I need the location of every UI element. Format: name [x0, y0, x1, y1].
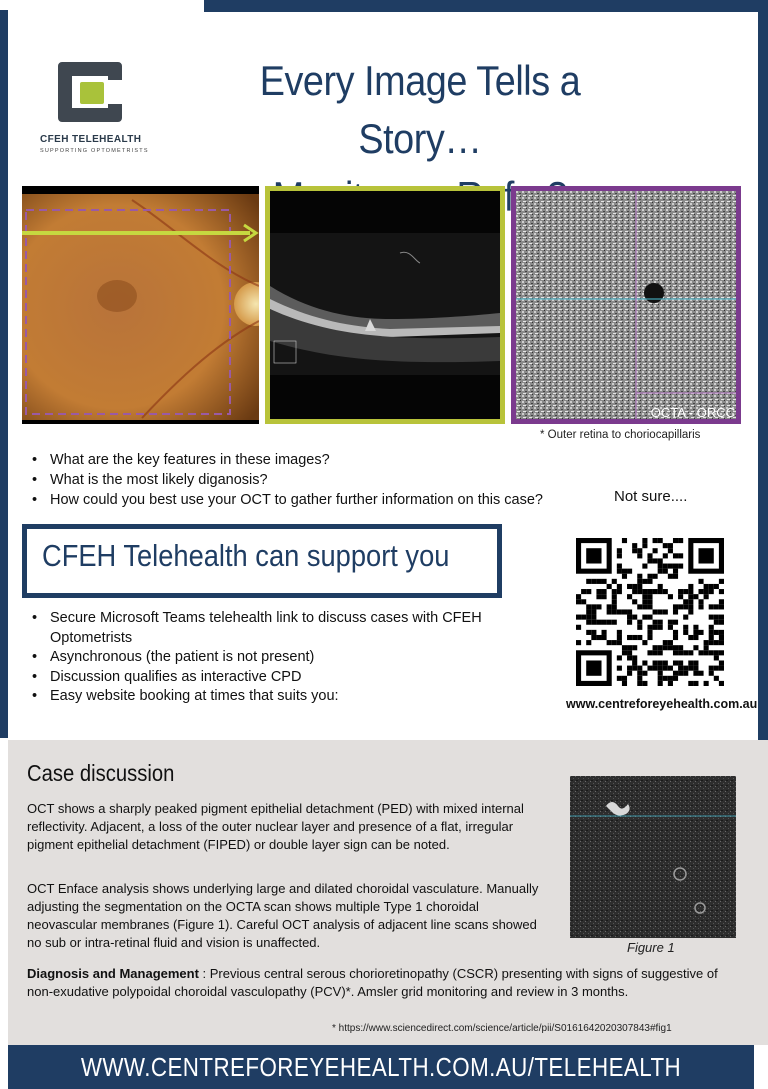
oct-bscan-image [265, 186, 505, 424]
octa-orcc-image [511, 186, 741, 424]
figure-1-caption: Figure 1 [627, 940, 675, 955]
octa-caption: * Outer retina to choriocapillaris [540, 429, 701, 441]
frame-left-bar [0, 10, 8, 738]
title-line-1: Every Image Tells a Story… [259, 57, 581, 162]
footer-bar [8, 1045, 754, 1089]
qr-url[interactable]: www.centreforeyehealth.com.au [566, 697, 758, 711]
logo-name: CFEH TELEHEALTH [40, 134, 142, 145]
diagnosis-paragraph [27, 965, 727, 1000]
support-item: • Easy website booking at times that suits you: [30, 687, 530, 707]
octa-orcc-graphic [516, 191, 736, 419]
not-sure-note: Not sure.... [614, 488, 688, 505]
diagnosis-label: Diagnosis and Management [27, 966, 199, 981]
cfeh-logo-icon [56, 58, 124, 126]
support-item: • Discussion qualifies as interactive CPD [30, 668, 530, 688]
question-item: • How could you best use your OCT to gather further information on this case? [30, 490, 730, 510]
frame-top-bar [204, 0, 768, 12]
qr-code[interactable] [576, 538, 724, 686]
diagnosis-text: : Previous central serous chorioretinopathy (CSCR) presenting with signs of suggestive of non-exudative polypoidal choroidal vasculopathy (PCV)*. Amsler grid monitoring and review in 3 months. [27, 966, 718, 999]
support-title: CFEH Telehealth can support you [42, 538, 450, 573]
octa-label: OCTA - ORCC [650, 405, 735, 420]
frame-right-bar [758, 0, 768, 815]
figure-1-image [570, 776, 736, 938]
logo-tagline: SUPPORTING OPTOMETRISTS [40, 148, 149, 154]
reference-link[interactable]: * https://www.sciencedirect.com/science/article/pii/S0161642020307843#fig1 [332, 1023, 672, 1034]
fundus-photo [22, 186, 259, 424]
oct-bscan-graphic [270, 191, 500, 419]
question-item: • What are the key features in these images? [30, 450, 730, 470]
figure-1-graphic [570, 776, 736, 938]
support-list [30, 609, 530, 707]
question-item: • What is the most likely diganosis? [30, 470, 730, 490]
case-paragraph-1: OCT shows a sharply peaked pigment epithelial detachment (PED) with mixed internal reflectivity. Adjacent, a loss of the outer nuclear layer and presence of a flat, irregular pigment epithelial detachment (FIPED) or double layer sign can be noted. [27, 801, 524, 852]
support-item: • Secure Microsoft Teams telehealth link to discuss cases with CFEH Optometrists [30, 609, 530, 648]
footer-url[interactable]: WWW.CENTREFOREYEHEALTH.COM.AU/TELEHEALTH [80, 1052, 682, 1082]
support-item: • Asynchronous (the patient is not present) [30, 648, 530, 668]
case-paragraph-2: OCT Enface analysis shows underlying large and dilated choroidal vasculature. Manually adjusting the segmentation on the OCTA scan shows multiple Type 1 choroidal neovascular membranes (Figure 1). Careful OCT analysis of adjacent line scans showed no sub or intra-retinal fluid and vision is unaffected. [27, 881, 539, 950]
fundus-photo-graphic [22, 186, 259, 424]
case-title: Case discussion [27, 760, 175, 786]
cfeh-logo [40, 58, 160, 154]
